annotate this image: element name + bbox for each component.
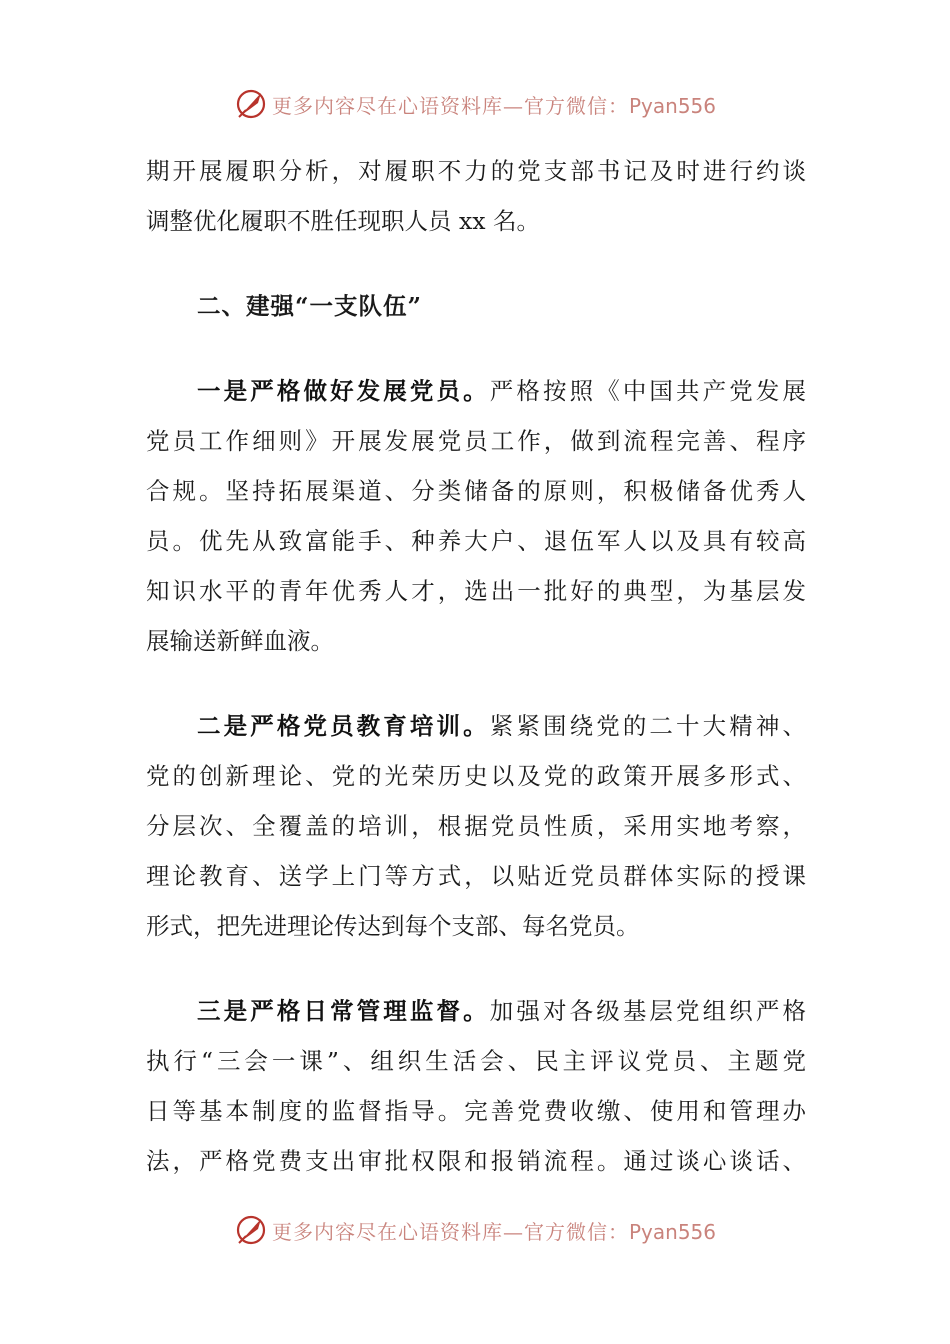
watermark-label: 更多内容尽在心语资料库—官方微信： — [271, 93, 629, 118]
paragraph-line: 员。优先从致富能手、种养大户、退伍军人以及具有较高 — [146, 527, 806, 555]
paragraph-lead: 三是严格日常管理监督。 — [197, 997, 490, 1025]
paragraph-first-line — [146, 986, 806, 1036]
quill-pen-logo-icon — [234, 87, 268, 121]
paragraph-line: 日等基本制度的监督指导。完善党费收缴、使用和管理办 — [146, 1097, 806, 1125]
paragraph-line: 合规。坚持拓展渠道、分类储备的原则，积极储备优秀人 — [146, 477, 806, 505]
paragraph-line: 分层次、全覆盖的培训，根据党员性质，采用实地考察， — [146, 812, 806, 840]
paragraph-line: 理论教育、送学上门等方式，以贴近党员群体实际的授课 — [146, 862, 806, 890]
header-watermark-banner — [0, 84, 950, 124]
paragraph-text: 严格按照《中国共产党发展 — [489, 377, 806, 405]
paragraph-text: 加强对各级基层党组织严格 — [489, 997, 806, 1025]
watermark-text — [272, 1216, 716, 1245]
document-body — [146, 146, 806, 1186]
paragraph-line: 党员工作细则》开展发展党员工作，做到流程完善、程序 — [146, 427, 806, 455]
footer-watermark-banner — [0, 1210, 950, 1250]
paragraph-text: 紧紧围绕党的二十大精神、 — [489, 712, 806, 740]
paragraph-line: 期开展履职分析，对履职不力的党支部书记及时进行约谈 — [146, 157, 806, 185]
paragraph-line: 调整优化履职不胜任现职人员 xx 名。 — [146, 207, 540, 235]
watermark-wechat-id: Pyan556 — [628, 1219, 716, 1244]
section-heading: 二、建强“一支队伍” — [197, 292, 423, 320]
paragraph-lead: 二是严格党员教育培训。 — [197, 712, 490, 740]
quill-pen-logo-icon — [234, 1213, 268, 1247]
paragraph-line: 党的创新理论、党的光荣历史以及党的政策开展多形式、 — [146, 762, 806, 790]
watermark-text — [272, 90, 716, 119]
paragraph-line: 展输送新鲜血液。 — [146, 627, 334, 655]
paragraph-line: 知识水平的青年优秀人才，选出一批好的典型，为基层发 — [146, 577, 806, 605]
paragraph-first-line — [146, 701, 806, 751]
paragraph-first-line — [146, 366, 806, 416]
watermark-wechat-id: Pyan556 — [628, 93, 716, 118]
paragraph-line: 执行“三会一课”、组织生活会、民主评议党员、主题党 — [146, 1047, 806, 1075]
paragraph-line: 形式，把先进理论传达到每个支部、每名党员。 — [146, 912, 640, 940]
paragraph-line: 法，严格党费支出审批权限和报销流程。通过谈心谈话、 — [146, 1147, 806, 1175]
watermark-label: 更多内容尽在心语资料库—官方微信： — [271, 1219, 629, 1244]
paragraph-lead: 一是严格做好发展党员。 — [197, 377, 490, 405]
